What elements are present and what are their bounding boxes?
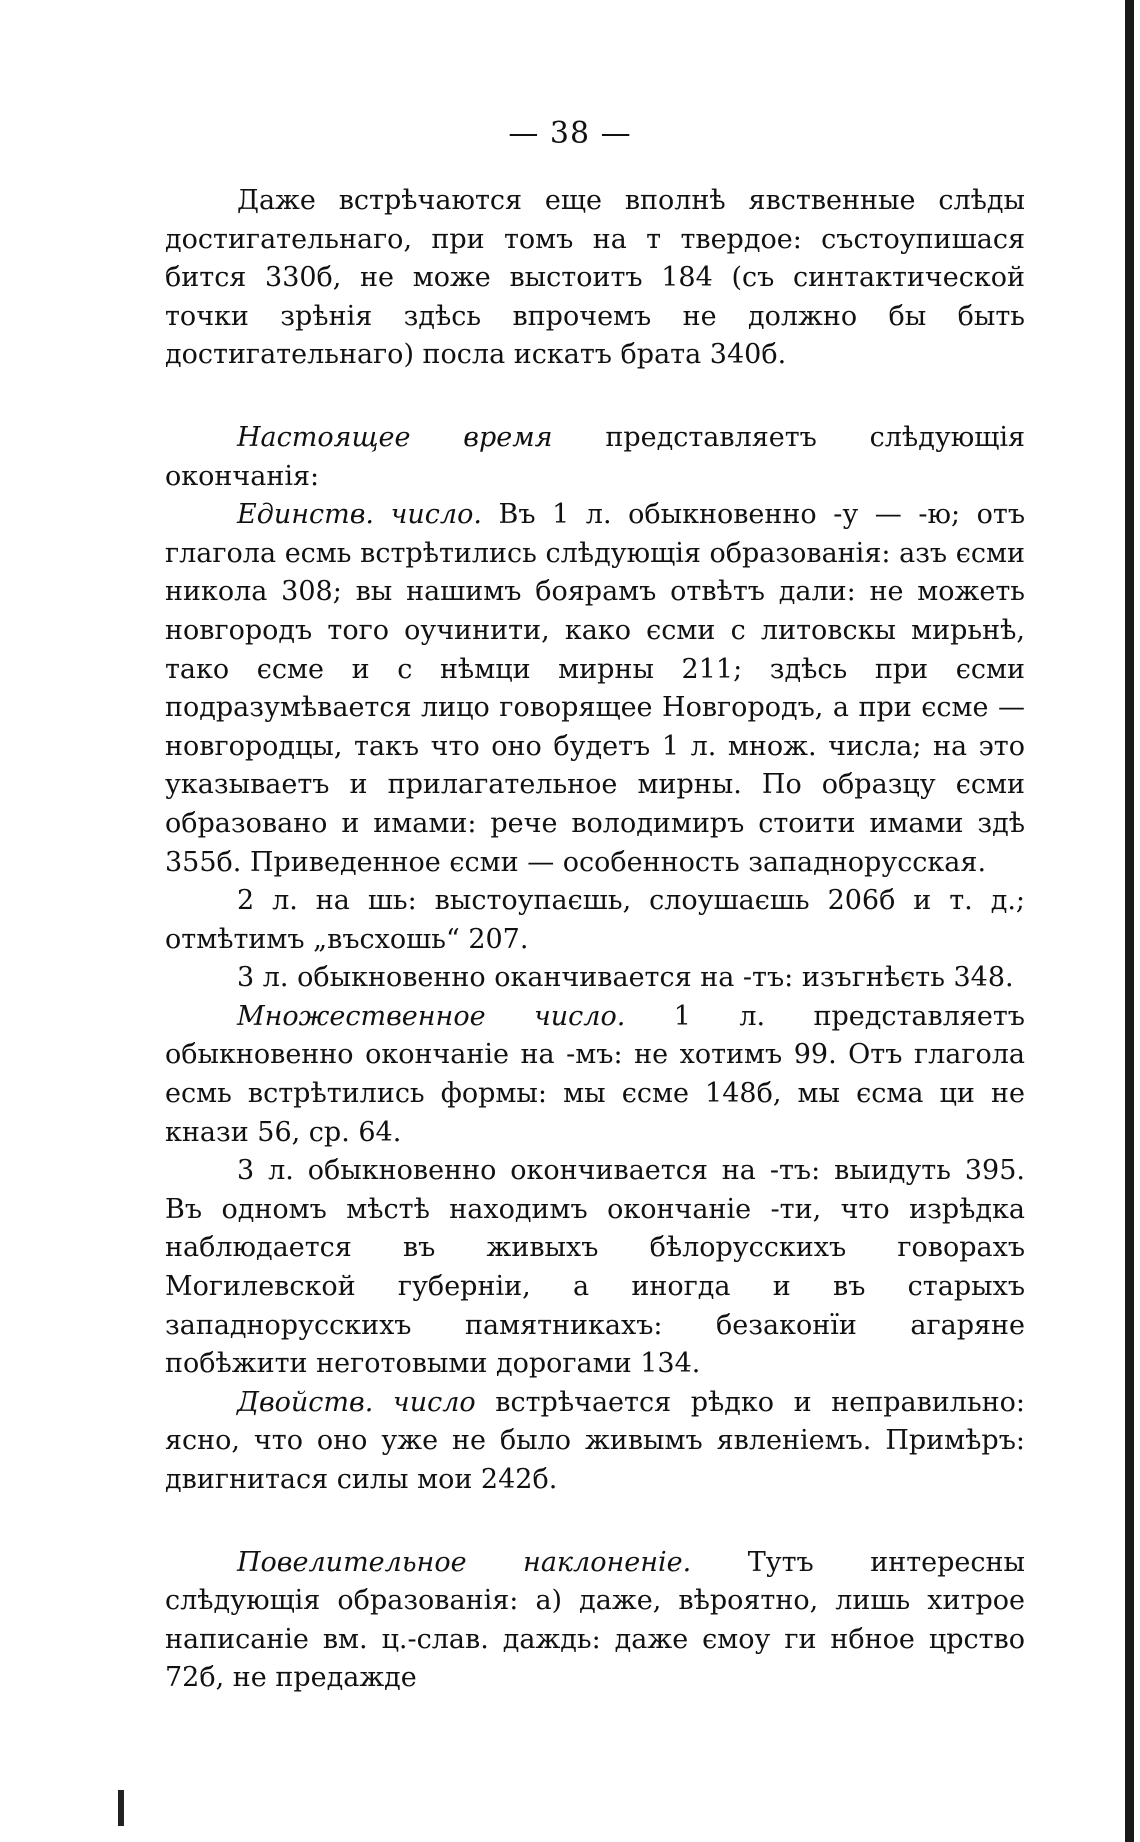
- imperative-heading: Повелительное наклоненіе.: [237, 1546, 692, 1578]
- dual-heading: Двойств. число: [237, 1386, 476, 1418]
- paragraph-7-body: встрѣчается рѣдко и неправильно: ясно, что оно уже не было живымъ явленіемъ. Примѣръ: двигнитася силы мои 242б.: [165, 1386, 1025, 1495]
- paragraph-2: [165, 496, 1025, 882]
- present-tense-heading: Настоящее время: [237, 421, 553, 453]
- paragraph-1-part-1: Даже встрѣчаются еще вполнѣ явственные слѣды достигательнаго, при томъ на т твердое: състоупишася бится: [165, 185, 1025, 294]
- page-edge-line: [1125, 0, 1134, 1842]
- paragraph-2-heading: [165, 419, 1025, 496]
- paragraph-2-body: Въ 1 л. обыкновенно -у — -ю; отъ глагола есмь встрѣтились слѣдующія образованія: азъ єсми никола 308; вы нашимъ боярамъ отвѣтъ дали: не можеть новгородъ того оучинити, како єсми с литовскы мирьнѣ, тако єсме и с нѣмци мирны 211; здѣсь при єсми подразумѣвается лицо говорящее Новгородъ, а при єсме — новгородцы, такъ что оно будетъ 1 л. множ. числа; на это указываетъ и прилагательное мирны. По образцу єсми образовано и имами: рече володимиръ стоити имами здѣ 355б. Приведенное єсми — особенность западнорусская.: [165, 499, 1026, 878]
- singular-heading: Единств. число.: [237, 499, 482, 531]
- paragraph-8-body: Тутъ интересны слѣдующія образованія: а) даже, вѣроятно, лишь хитрое написаніе вм. ц.-слав. даждь: даже ємоу ги нбное црство 72б, не предажде: [165, 1546, 1025, 1694]
- paragraph-5: [165, 998, 1025, 1152]
- paragraph-6: 3 л. обыкновенно окончивается на -тъ: выидуть 395. Въ одномъ мѣстѣ находимъ окончаніе -ти, что изрѣдка наблюдается въ живыхъ бѣлорусскихъ говорахъ Могилевской губерніи, а иногда и въ старыхъ западнорусскихъ памятникахъ: безаконїи агаряне побѣжити неготовыми дорогами 134.: [165, 1155, 1025, 1380]
- paragraph-3: 2 л. на шь: выстоупаєшь, слоушаєшь 206б и т. д.; отмѣтимъ „въсхошь“ 207.: [165, 885, 1025, 955]
- page-number: — 38 —: [508, 116, 632, 151]
- paragraph-7: [165, 1384, 1025, 1500]
- page-text: [165, 182, 1025, 1698]
- paragraph-4: 3 л. обыкновенно оканчивается на -тъ: изъгнѣєть 348.: [237, 962, 1014, 994]
- paragraph-8: [165, 1544, 1025, 1698]
- paragraph-1-part-2: 330б, не може выстоитъ 184 (съ синтактической точки зрѣнія здѣсь впрочемъ не должно бы быть достигательнаго) посла искатъ брата 340б.: [165, 262, 1025, 371]
- paragraph-1: [165, 182, 1025, 375]
- present-tense-heading-rest: представляетъ слѣдующія окончанія:: [165, 421, 1025, 492]
- plural-heading: Множественное число.: [237, 1000, 626, 1032]
- paragraph-5-body: 1 л. представляетъ обыкновенно окончаніе на -мъ: не хотимъ 99. Отъ глагола есмь встрѣтились формы: мы єсме 148б, мы єсма ци не кнази 56, ср. 64.: [165, 1000, 1025, 1148]
- scan-mark: [118, 1790, 124, 1826]
